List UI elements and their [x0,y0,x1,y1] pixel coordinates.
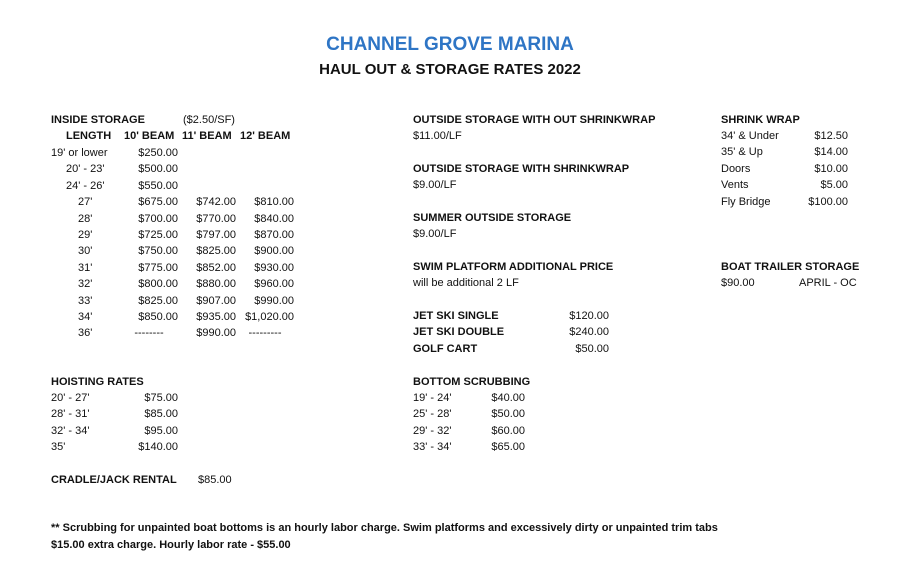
inside-beam-12-cell: $1,020.00 [245,311,294,323]
outside-no-shrink-heading: OUTSIDE STORAGE WITH OUT SHRINKWRAP [413,114,656,126]
hoisting-price-cell: $95.00 [144,424,178,437]
beam-12-column-header: 12' BEAM [240,130,291,142]
extra-item-label: GOLF CART [413,342,478,355]
inside-length-cell: 30' [78,245,93,258]
footnote-line-2: $15.00 extra charge. Hourly labor rate - $55.00 [51,539,291,551]
summer-outside-heading: SUMMER OUTSIDE STORAGE [413,212,572,224]
inside-beam-10-cell: $825.00 [138,294,178,307]
hoisting-price-cell: $85.00 [144,408,178,421]
inside-beam-12-cell: $810.00 [254,196,294,209]
inside-length-cell: 31' [78,261,93,274]
scrubbing-range-cell: 29' - 32' [413,424,452,437]
hoisting-range-cell: 35' [51,441,66,454]
inside-beam-10-cell: $500.00 [138,163,178,176]
extra-item-label: JET SKI DOUBLE [413,326,505,339]
shrink-wrap-item-price: $100.00 [808,195,848,208]
inside-beam-10-cell: $725.00 [138,229,178,241]
inside-beam-11-cell: $990.00 [196,327,236,340]
hoisting-range-cell: 20' - 27' [51,392,90,404]
inside-length-cell: 24' - 26' [66,179,105,192]
hoisting-heading: HOISTING RATES [51,376,144,388]
beam-10-column-header: 10' BEAM [124,130,175,142]
inside-beam-12-cell: $930.00 [254,261,294,274]
shrink-wrap-item-label: 35' & Up [721,146,763,159]
shrink-wrap-item-label: Doors [721,162,751,175]
scrubbing-price-cell: $50.00 [491,408,525,421]
inside-beam-10-cell: $850.00 [138,311,178,323]
inside-length-cell: 33' [78,294,93,307]
beam-11-column-header: 11' BEAM [182,130,232,142]
extra-item-price: $50.00 [575,342,609,355]
inside-beam-12-cell: $840.00 [254,212,294,225]
scrubbing-price-cell: $40.00 [491,392,525,404]
inside-beam-11-cell: $907.00 [196,294,236,307]
inside-beam-10-cell: $800.00 [138,278,178,291]
footnote-line-1: ** Scrubbing for unpainted boat bottoms is an hourly labor charge. Swim platforms and excessively dirty or unpainted trim tabs [51,522,718,534]
extra-item-price: $240.00 [569,326,609,339]
inside-storage-rate-note: ($2.50/SF) [183,114,235,126]
shrink-wrap-item-price: $10.00 [814,162,848,175]
inside-length-cell: 20' - 23' [66,163,105,176]
scrubbing-range-cell: 33' - 34' [413,441,452,454]
swim-platform-text: will be additional 2 LF [413,277,519,289]
hoisting-range-cell: 28' - 31' [51,408,90,421]
inside-beam-11-cell: $770.00 [196,212,236,225]
shrink-wrap-item-label: Vents [721,179,749,192]
inside-beam-11-cell: $797.00 [196,229,236,241]
scrubbing-range-cell: 25' - 28' [413,408,452,421]
shrink-wrap-item-price: $5.00 [820,179,848,192]
scrubbing-price-cell: $60.00 [491,424,525,437]
inside-beam-11-cell: $825.00 [196,245,236,258]
outside-shrink-heading: OUTSIDE STORAGE WITH SHRINKWRAP [413,163,630,175]
inside-beam-11-cell: $852.00 [196,261,236,274]
shrink-wrap-item-price: $12.50 [814,130,848,142]
inside-beam-10-cell: $700.00 [138,212,178,225]
hoisting-price-cell: $75.00 [144,392,178,404]
inside-beam-12-cell: $960.00 [254,278,294,291]
boat-trailer-heading: BOAT TRAILER STORAGE [721,261,860,273]
summer-outside-rate: $9.00/LF [413,228,457,240]
cradle-label: CRADLE/JACK RENTAL [51,474,177,486]
shrink-wrap-item-label: 34' & Under [721,130,779,142]
outside-no-shrink-rate: $11.00/LF [413,130,462,142]
boat-trailer-period: APRIL - OC [799,277,857,289]
hoisting-price-cell: $140.00 [138,441,178,454]
shrink-wrap-item-price: $14.00 [814,146,848,159]
inside-beam-10-cell: $675.00 [138,196,178,209]
inside-beam-12-cell: --------- [248,327,282,340]
cradle-price: $85.00 [198,474,232,486]
hoisting-range-cell: 32' - 34' [51,424,90,437]
length-column-header: LENGTH [66,130,112,142]
extra-item-price: $120.00 [569,310,609,322]
inside-length-cell: 34' [78,311,93,323]
boat-trailer-price: $90.00 [721,277,755,289]
inside-length-cell: 32' [78,278,93,291]
scrubbing-price-cell: $65.00 [491,441,525,454]
inside-beam-10-cell: $750.00 [138,245,178,258]
inside-beam-10-cell: $550.00 [138,179,178,192]
inside-beam-12-cell: $900.00 [254,245,294,258]
shrink-wrap-heading: SHRINK WRAP [721,114,800,126]
inside-length-cell: 27' [78,196,93,209]
scrubbing-range-cell: 19' - 24' [413,392,452,404]
inside-storage-heading: INSIDE STORAGE [51,114,145,126]
page-title: CHANNEL GROVE MARINA [326,34,574,55]
inside-length-cell: 28' [78,212,93,225]
inside-beam-11-cell: $742.00 [196,196,236,209]
inside-length-cell: 29' [78,229,93,241]
inside-beam-10-cell: $250.00 [138,147,178,159]
inside-beam-10-cell: $775.00 [138,261,178,274]
inside-beam-11-cell: $880.00 [196,278,236,291]
inside-beam-10-cell: -------- [134,327,164,340]
inside-length-cell: 36' [78,327,93,340]
inside-beam-12-cell: $990.00 [254,294,294,307]
inside-length-cell: 19' or lower [51,147,108,159]
extra-item-label: JET SKI SINGLE [413,310,499,322]
inside-beam-11-cell: $935.00 [196,311,236,323]
page-subtitle: HAUL OUT & STORAGE RATES 2022 [319,61,581,78]
bottom-scrubbing-heading: BOTTOM SCRUBBING [413,376,531,388]
inside-beam-12-cell: $870.00 [254,229,294,241]
outside-shrink-rate: $9.00/LF [413,179,457,191]
swim-platform-heading: SWIM PLATFORM ADDITIONAL PRICE [413,261,614,273]
shrink-wrap-item-label: Fly Bridge [721,195,771,208]
